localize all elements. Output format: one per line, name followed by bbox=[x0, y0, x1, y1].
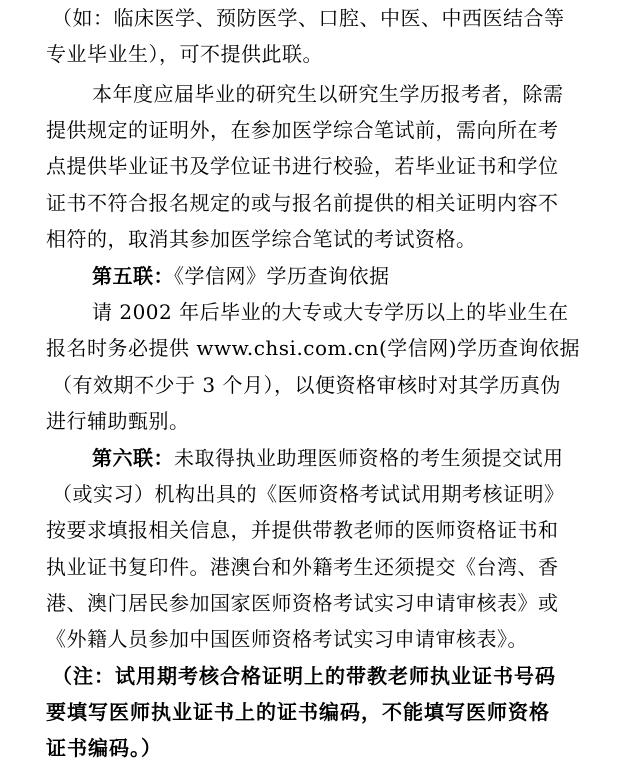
paragraph-line: 证书不符合报名规定的或与报名前提供的相关证明内容不 bbox=[46, 191, 559, 215]
note-line: （注：试用期考核合格证明上的带教老师执业证书号码 bbox=[52, 664, 556, 688]
section6-line: 执业证书复印件。港澳台和外籍考生还须提交《台湾、香 bbox=[46, 555, 559, 579]
section6-heading-rest: 未取得执业助理医师资格的考生须提交试用 bbox=[174, 446, 564, 470]
note-line: 证书编码。） bbox=[46, 736, 162, 760]
section5-line: 请 2002 年后毕业的大专或大专学历以上的毕业生在 bbox=[92, 300, 569, 324]
section6-heading-line bbox=[92, 446, 564, 470]
paragraph-line: 本年度应届毕业的研究生以研究生学历报考者，除需 bbox=[92, 82, 564, 106]
section6-line: 按要求填报相关信息，并提供带教老师的医师资格证书和 bbox=[46, 518, 559, 542]
paragraph-line: 专业毕业生），可不提供此联。 bbox=[46, 42, 323, 66]
paragraph-line: 点提供毕业证书及学位证书进行校验，若毕业证书和学位 bbox=[46, 154, 559, 178]
note-line: 要填写医师执业证书上的证书编码，不能填写医师资格 bbox=[46, 700, 550, 724]
section6-line: 《外籍人员参加中国医师资格考试实习申请审核表》。 bbox=[46, 627, 528, 651]
paragraph-line: 提供规定的证明外，在参加医学综合笔试前，需向所在考 bbox=[46, 118, 559, 142]
section5-heading-rest: 《学信网》学历查询依据 bbox=[174, 264, 390, 288]
paragraph-line: （如：临床医学、预防医学、口腔、中医、中西医结合等 bbox=[52, 6, 565, 30]
section6-line: 港、澳门居民参加国家医师资格考试实习申请审核表》或 bbox=[46, 591, 559, 615]
section6-heading: 第六联： bbox=[92, 446, 174, 470]
section5-heading-line bbox=[92, 264, 390, 288]
section5-line: 报名时务必提供 www.chsi.com.cn(学信网)学历查询依据 bbox=[46, 336, 581, 360]
section5-heading: 第五联： bbox=[92, 264, 174, 288]
section5-line: （有效期不少于 3 个月），以便资格审核时对其学历真伪 bbox=[52, 373, 561, 397]
paragraph-line: 相符的，取消其参加医学综合笔试的考试资格。 bbox=[46, 227, 477, 251]
section5-line: 进行辅助甄别。 bbox=[46, 409, 190, 433]
section6-line: （或实习）机构出具的《医师资格考试试用期考核证明》 bbox=[52, 482, 565, 506]
